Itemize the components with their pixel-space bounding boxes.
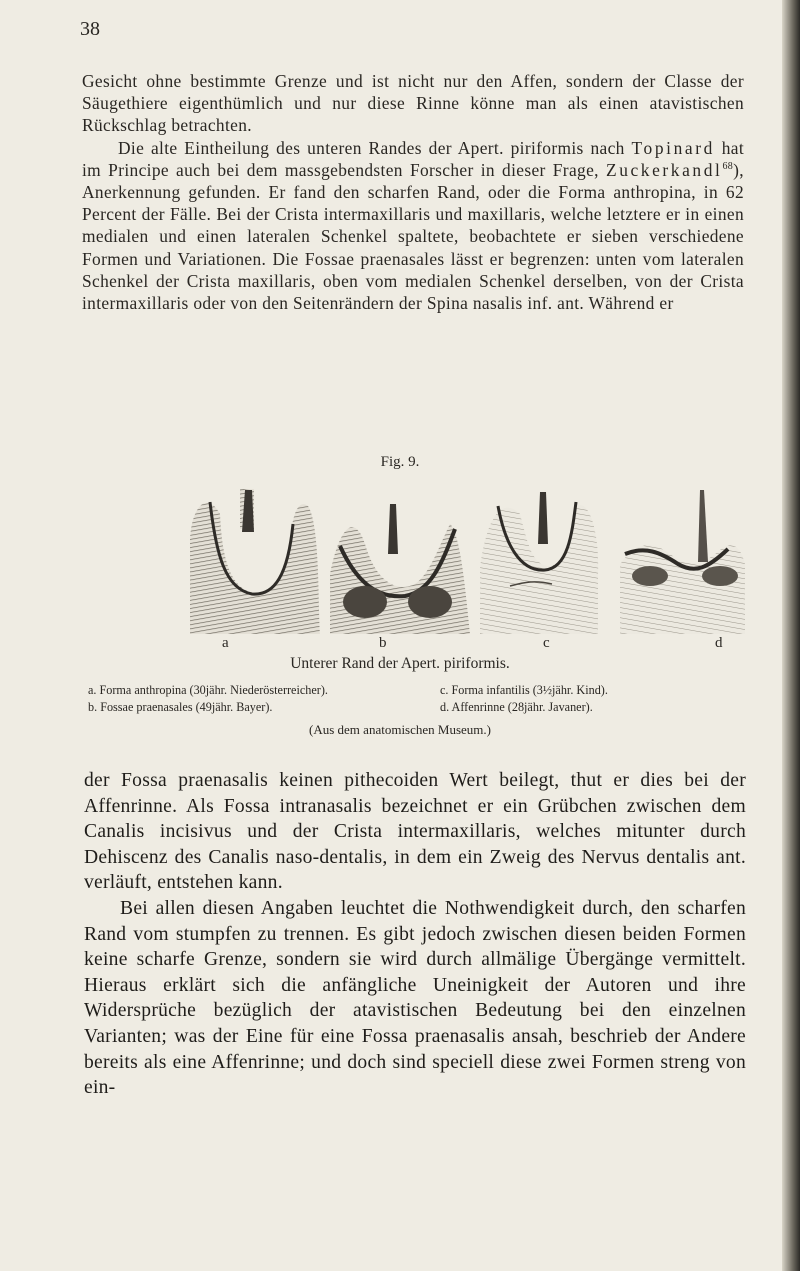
figure-panel-b [330, 504, 470, 634]
panel-label-d: d [715, 635, 723, 651]
legend-item-b: b. Fossae praenasales (49jähr. Bayer). [88, 700, 273, 714]
text-span: hat im Principe auch bei dem massgebendsten Forscher in dieser Frage, [82, 137, 745, 180]
paragraph-top [82, 70, 744, 314]
legend-item-c: c. Forma infantilis (3½jähr. Kind). [440, 683, 608, 697]
figure-panel-a [190, 489, 320, 634]
paragraph-bottom [84, 768, 746, 1101]
paragraph-top-line: Gesicht ohne bestimmte Grenze und ist nicht nur den Affen, sondern der Classe der Säugethiere eigenthümlich und nur diese Rinne könne man als einen atavistischen Rückschlag betrachten. [82, 71, 744, 136]
panel-label-b: b [379, 635, 387, 651]
figure-caption-title: Unterer Rand der Apert. piriformis. [290, 655, 510, 672]
figure-legend-right [440, 682, 608, 716]
paragraph-bottom-second: Bei allen diesen Angaben leuchtet die Nothwendigkeit durch, den scharfen Rand vom stumpfen zu trennen. Es gibt jedoch zwischen diesen beiden Formen keine scharfe Grenze, sondern sie wird durch allmälige Übergänge vermittelt. Hieraus erklärt sich die anfängliche Uneinigkeit der Autoren und ihre Widersprüche bezüglich der atavistischen Bedeutung bei den einzelnen Varianten; was der Eine für eine Fossa praenasalis ansah, beschrieb der Andere bereits als eine Affenrinne; und doch sind speciell diese zwei Formen streng von ein- [84, 897, 746, 1099]
page-edge-shadow [782, 0, 800, 1271]
figure-panel-d [620, 490, 745, 634]
figure-illustration [180, 484, 750, 634]
figure-panel-c [480, 492, 598, 634]
figure-source: (Aus dem anatomischen Museum.) [309, 722, 491, 737]
footnote-reference: 68 [722, 161, 734, 173]
text-span: Die alte Eintheilung des unteren Randes der Apert. piriformis nach [118, 137, 625, 158]
figure-label: Fig. 9. [380, 454, 420, 470]
author-zuckerkandl: Zuckerkandl [605, 159, 723, 180]
figure-legend-left [88, 682, 328, 716]
text-span: ), Anerkennung gefunden. Er fand den scharfen Rand, oder die Forma anthropina, in 62 Percent der Fälle. Bei der Crista intermaxillaris und maxillaris, welche letztere er in einen medialen und einen lateralen Schenkel spaltete, beobachtete er sieben verschiedene Formen und Variationen. Die Fossae praenasales lässt er begrenzen: unten vom lateralen Schenkel der Crista maxillaris, oben vom medialen Schenkel derselben, von der Crista intermaxillaris oder von den Seitenrändern der Spina nasalis inf. ant. Während er [82, 159, 744, 314]
panel-label-c: c [543, 635, 550, 651]
legend-item-d: d. Affenrinne (28jähr. Javaner). [440, 700, 593, 714]
author-topinard: Topinard [631, 137, 715, 158]
page-number: 38 [80, 18, 100, 40]
legend-item-a: a. Forma anthropina (30jähr. Niederösterreicher). [88, 683, 328, 697]
paragraph-bottom-first: der Fossa praenasalis keinen pithecoiden Wert beilegt, thut er dies bei der Affenrinne. Als Fossa intranasalis bezeichnet er ein Grübchen zwischen dem Canalis incisivus und der Crista intermaxillaris, welches mitunter durch Dehiscenz des Canalis naso-dentalis, in dem ein Zweig des Nervus dentalis ant. verläuft, entstehen kann. [84, 770, 746, 894]
paragraph-top-body [82, 137, 744, 315]
panel-label-a: a [222, 635, 229, 651]
